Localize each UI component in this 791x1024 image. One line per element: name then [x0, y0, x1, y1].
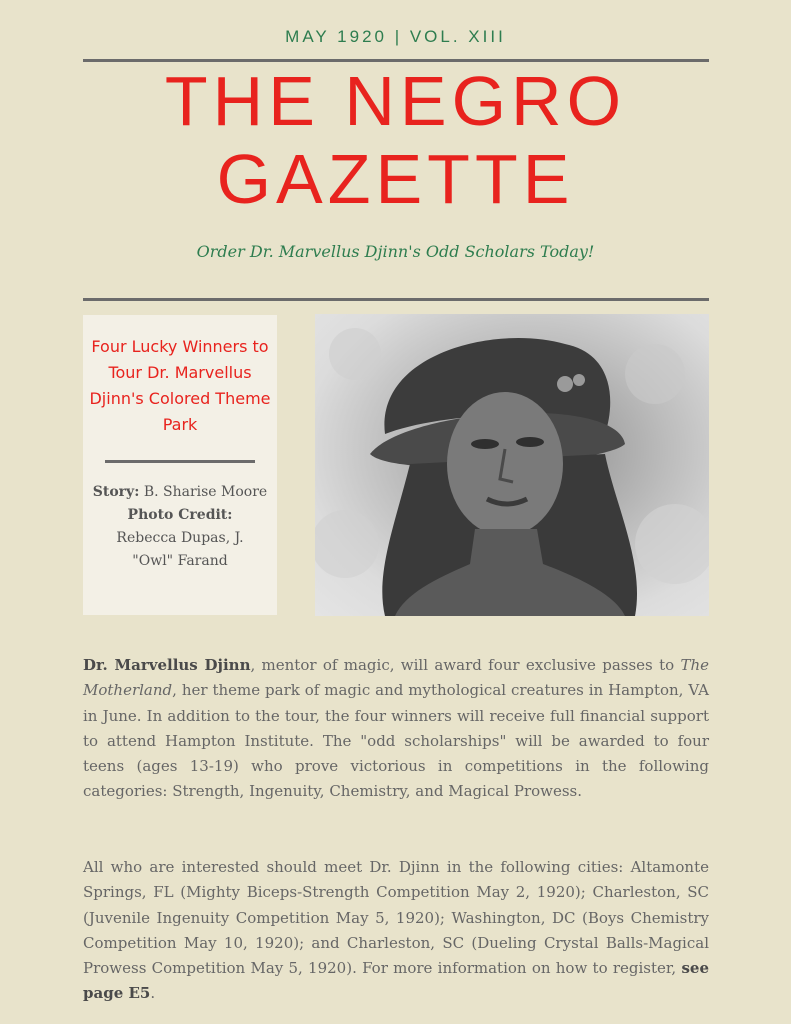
see-page-reference: see page E5 [83, 959, 709, 1003]
story-sidebar [83, 315, 277, 615]
tagline: Order Dr. Marvellus Djinn's Odd Scholars Today! [196, 242, 595, 261]
article-p2-text: All who are interested should meet Dr. Djinn in the following cities: Altamonte Springs, FL (Mighty Biceps-Strength Competition May 2, 1920); Charleston, SC (Juvenile Ingenuity Competition May 5, 1920); Washington, DC (Boys Chemistry Competition May 10, 1920); and Charleston, SC (Dueling Crystal Balls-Magical Prowess Competition May 5, 1920). For more information on how to register, [83, 858, 709, 978]
article-p1-text-b: , her theme park of magic and mythological creatures in Hampton, VA in June. In addition to the tour, the four winners will receive full financial support to attend Hampton Institute. The "odd scholarships" will be awarded to four teens (ages 13-19) who prove victorious in competitions in the following categories: Strength, Ingenuity, Chemistry, and Magical Prowess. [83, 681, 709, 801]
feature-photo [315, 314, 709, 616]
article-paragraph-2 [83, 855, 709, 1007]
masthead-line-1: THE NEGRO [164, 62, 627, 140]
sidebar-rule [105, 460, 255, 463]
header-bottom-rule [83, 298, 709, 301]
article-p2-end: . [150, 984, 156, 1003]
portrait-illustration [315, 314, 709, 616]
theme-park-name: The Motherland [83, 656, 709, 700]
credits [83, 481, 277, 573]
article-subject: Dr. Marvellus Djinn [83, 656, 251, 674]
story-label: Story: [92, 484, 140, 500]
masthead-line-2: GAZETTE [216, 140, 575, 218]
article-paragraph-1 [83, 653, 709, 805]
article-p1-text-a: , mentor of magic, will award four exclusive passes to [250, 656, 681, 674]
photo-credit-names: Rebecca Dupas, J. "Owl" Farand [116, 530, 244, 569]
dateline: MAY 1920 | VOL. XIII [285, 27, 506, 46]
photo-credit-label: Photo Credit: [127, 507, 233, 523]
sidebar-headline: Four Lucky Winners to Tour Dr. Marvellus Djinn's Colored Theme Park [89, 337, 271, 434]
masthead-title [0, 62, 791, 218]
story-author: B. Sharise Moore [143, 484, 268, 500]
